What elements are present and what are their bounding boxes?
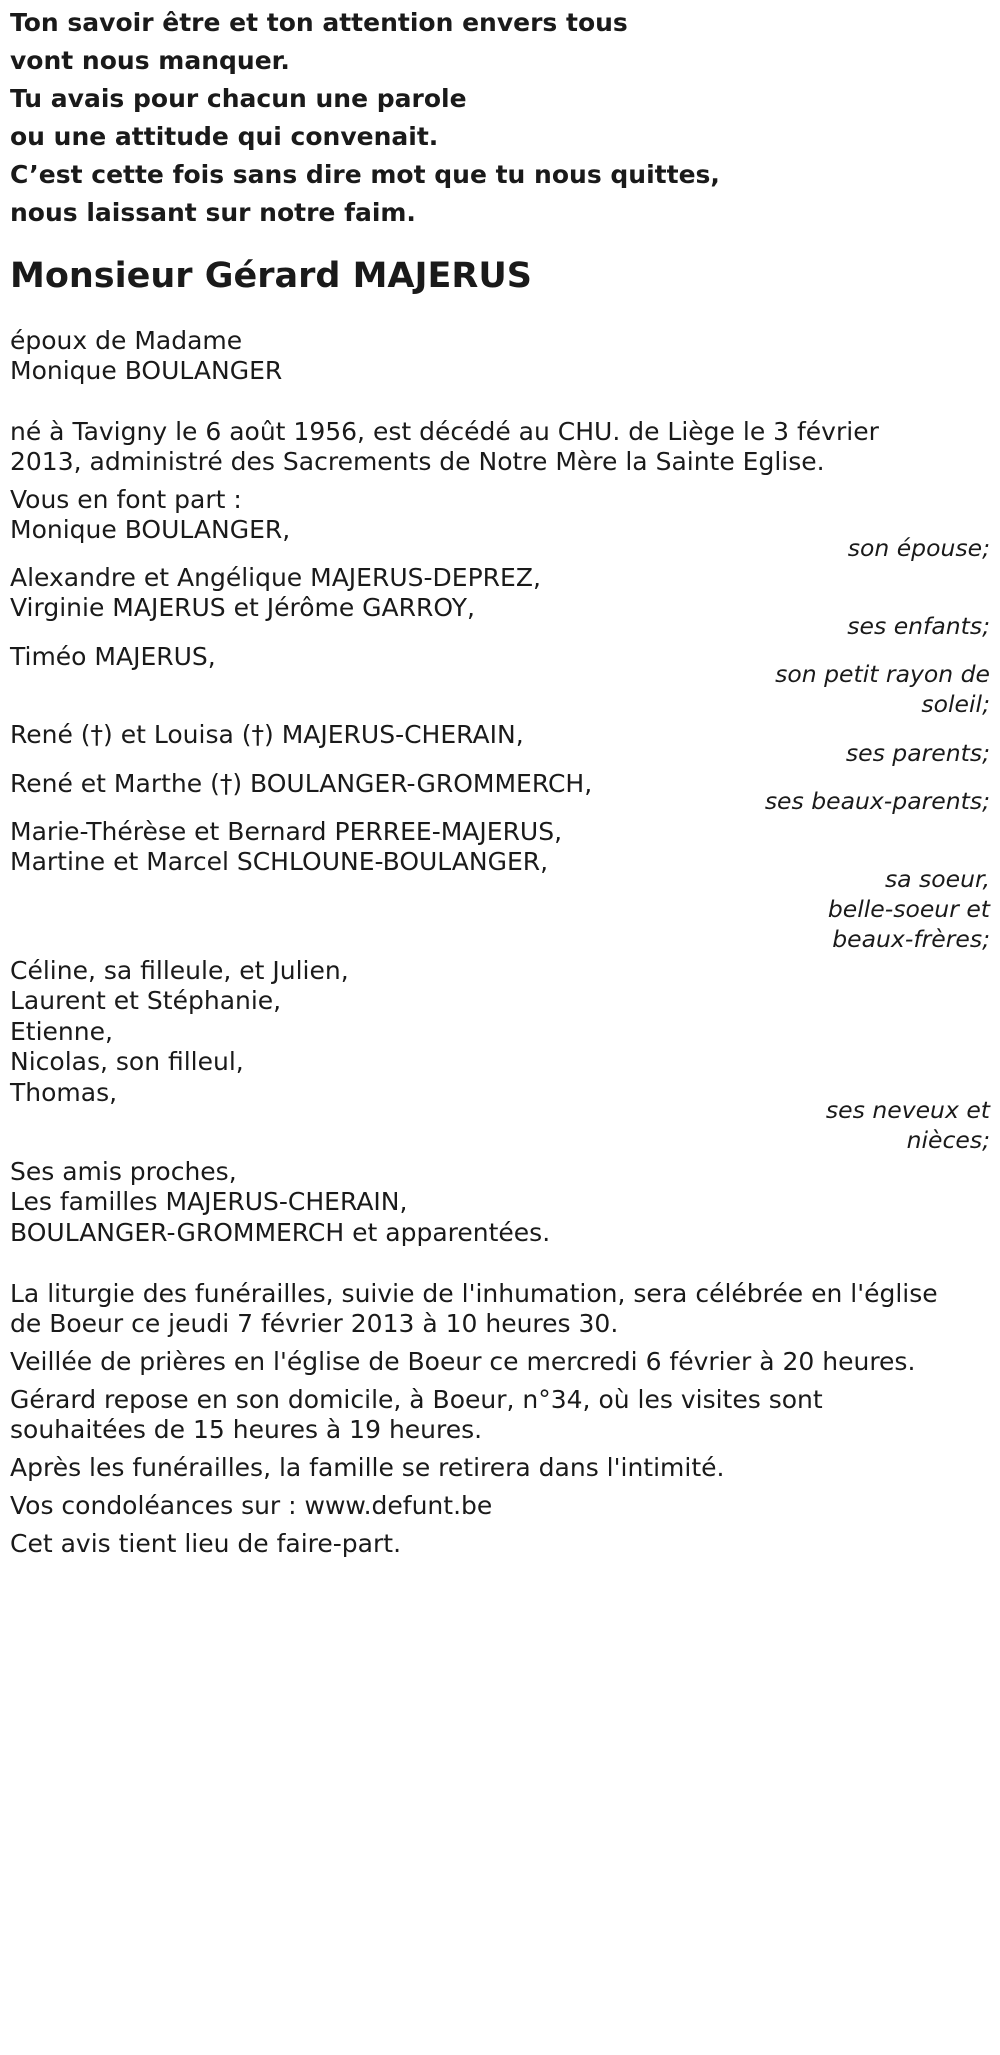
family-relation: ses enfants;	[847, 612, 990, 640]
poem-line: Tu avais pour chacun une parole	[10, 84, 467, 113]
family-relation: belle-soeur et	[827, 895, 990, 923]
birth-death-line: né à Tavigny le 6 août 1956, est décédé au CHU. de Liège le 3 février	[10, 417, 879, 446]
notice-line: Cet avis tient lieu de faire-part.	[10, 1529, 402, 1558]
family-name: Virginie MAJERUS et Jérôme GARROY,	[10, 593, 475, 622]
family-name: Céline, sa filleule, et Julien,	[10, 956, 349, 985]
visits-line: souhaitées de 15 heures à 19 heures.	[10, 1415, 483, 1444]
page-title: Monsieur Gérard MAJERUS	[10, 256, 532, 296]
poem-line: nous laissant sur notre faim.	[10, 198, 416, 227]
others-line: BOULANGER-GROMMERCH et apparentées.	[10, 1218, 551, 1247]
family-relation: son épouse;	[847, 534, 990, 562]
family-name: Thomas,	[10, 1078, 118, 1107]
family-name: Alexandre et Angélique MAJERUS-DEPREZ,	[10, 563, 541, 592]
family-name: René et Marthe (†) BOULANGER-GROMMERCH,	[10, 769, 593, 798]
others-line: Les familles MAJERUS-CHERAIN,	[10, 1187, 408, 1216]
family-relation: nièces;	[906, 1126, 990, 1154]
family-relation: ses parents;	[845, 739, 990, 767]
others-line: Ses amis proches,	[10, 1157, 237, 1186]
condolences-line: Vos condoléances sur : www.defunt.be	[10, 1491, 493, 1520]
spouse-line: époux de Madame	[10, 326, 243, 355]
intimacy-line: Après les funérailles, la famille se retirera dans l'intimité.	[10, 1453, 725, 1482]
family-name: Monique BOULANGER,	[10, 515, 291, 544]
poem-line: ou une attitude qui convenait.	[10, 122, 439, 151]
vigil-line: Veillée de prières en l'église de Boeur ce mercredi 6 février à 20 heures.	[10, 1347, 916, 1376]
family-name: Etienne,	[10, 1017, 113, 1046]
announcement-intro: Vous en font part :	[10, 485, 242, 514]
family-relation: ses beaux-parents;	[764, 787, 990, 815]
family-relation: sa soeur,	[884, 865, 990, 893]
family-relation: son petit rayon de	[775, 660, 990, 688]
family-relation: soleil;	[921, 690, 990, 718]
poem-line: C’est cette fois sans dire mot que tu nous quittes,	[10, 160, 720, 189]
family-relation: ses neveux et	[825, 1096, 990, 1124]
family-name: René (†) et Louisa (†) MAJERUS-CHERAIN,	[10, 720, 524, 749]
family-name: Nicolas, son filleul,	[10, 1047, 244, 1076]
family-name: Timéo MAJERUS,	[10, 642, 216, 671]
poem-line: vont nous manquer.	[10, 46, 290, 75]
family-relation: beaux-frères;	[832, 925, 990, 953]
funeral-line: La liturgie des funérailles, suivie de l'inhumation, sera célébrée en l'église	[10, 1279, 938, 1308]
visits-line: Gérard repose en son domicile, à Boeur, n°34, où les visites sont	[10, 1385, 823, 1414]
family-name: Laurent et Stéphanie,	[10, 986, 282, 1015]
spouse-line: Monique BOULANGER	[10, 356, 283, 385]
poem-line: Ton savoir être et ton attention envers tous	[10, 8, 628, 37]
funeral-line: de Boeur ce jeudi 7 février 2013 à 10 heures 30.	[10, 1309, 619, 1338]
family-name: Martine et Marcel SCHLOUNE-BOULANGER,	[10, 847, 549, 876]
birth-death-line: 2013, administré des Sacrements de Notre Mère la Sainte Eglise.	[10, 447, 825, 476]
family-name: Marie-Thérèse et Bernard PERREE-MAJERUS,	[10, 817, 563, 846]
